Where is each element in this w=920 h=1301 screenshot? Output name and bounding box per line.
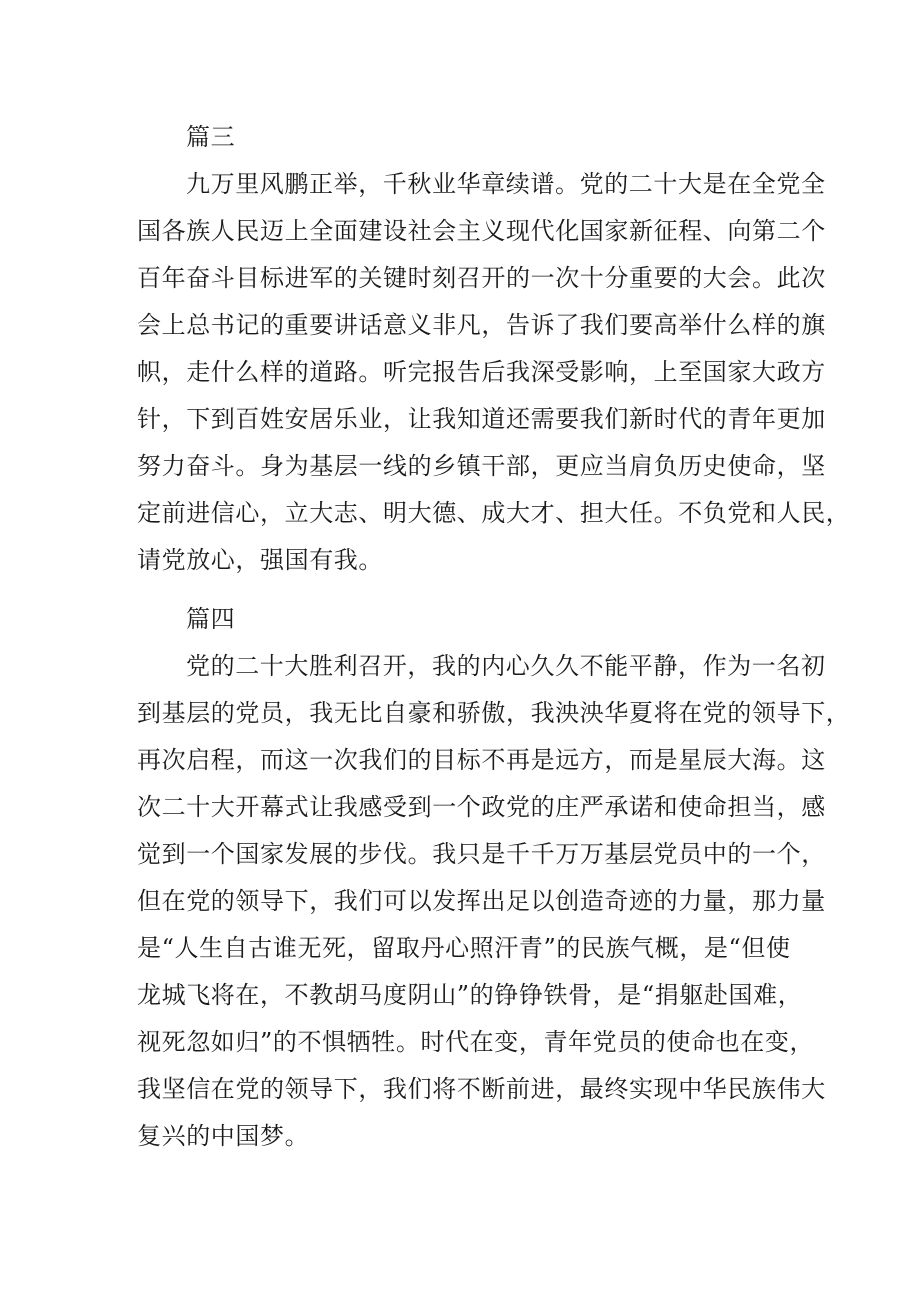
paragraph-line: 定前进信心，立大志、明大德、成大才、担大任。不负党和人民， — [137, 499, 851, 527]
paragraph-line: 会上总书记的重要讲话意义非凡，告诉了我们要高举什么样的旗 — [137, 311, 826, 339]
paragraph-line: 努力奋斗。身为基层一线的乡镇干部，更应当肩负历史使命，坚 — [137, 452, 826, 480]
paragraph-line: 再次启程，而这一次我们的目标不再是远方，而是星辰大海。这 — [137, 746, 826, 774]
paragraph-line: 次二十大开幕式让我感受到一个政党的庄严承诺和使命担当，感 — [137, 793, 826, 821]
paragraph-line: 国各族人民迈上全面建设社会主义现代化国家新征程、向第二个 — [137, 217, 826, 245]
paragraph-line: 但在党的领导下，我们可以发挥出足以创造奇迹的力量，那力量 — [137, 887, 826, 915]
paragraph-line: 请党放心，强国有我。 — [137, 546, 383, 574]
paragraph-line: 复兴的中国梦。 — [137, 1122, 310, 1150]
paragraph-line: 我坚信在党的领导下，我们将不断前进，最终实现中华民族伟大 — [137, 1075, 826, 1103]
paragraph-line: 百年奋斗目标进军的关键时刻召开的一次十分重要的大会。此次 — [137, 264, 826, 292]
paragraph-line: 到基层的党员，我无比自豪和骄傲，我泱泱华夏将在党的领导下， — [137, 699, 851, 727]
paragraph-line: 龙城飞将在，不教胡马度阴山”的铮铮铁骨，是“捐躯赴国难， — [137, 981, 803, 1009]
paragraph-line: 是“人生自古谁无死，留取丹心照汗青”的民族气概，是“但使 — [137, 934, 791, 962]
section-heading: 篇四 — [186, 605, 236, 633]
paragraph-line: 觉到一个国家发展的步伐。我只是千千万万基层党员中的一个， — [137, 840, 826, 868]
paragraph-line: 党的二十大胜利召开，我的内心久久不能平静，作为一名初 — [186, 652, 826, 680]
paragraph-line: 视死忽如归”的不惧牺牲。时代在变，青年党员的使命也在变， — [137, 1028, 815, 1056]
paragraph-line: 针，下到百姓安居乐业，让我知道还需要我们新时代的青年更加 — [137, 405, 826, 433]
section-heading: 篇三 — [186, 123, 236, 151]
paragraph-line: 帜，走什么样的道路。听完报告后我深受影响，上至国家大政方 — [137, 358, 826, 386]
paragraph-line: 九万里风鹏正举，千秋业华章续谱。党的二十大是在全党全 — [186, 170, 826, 198]
